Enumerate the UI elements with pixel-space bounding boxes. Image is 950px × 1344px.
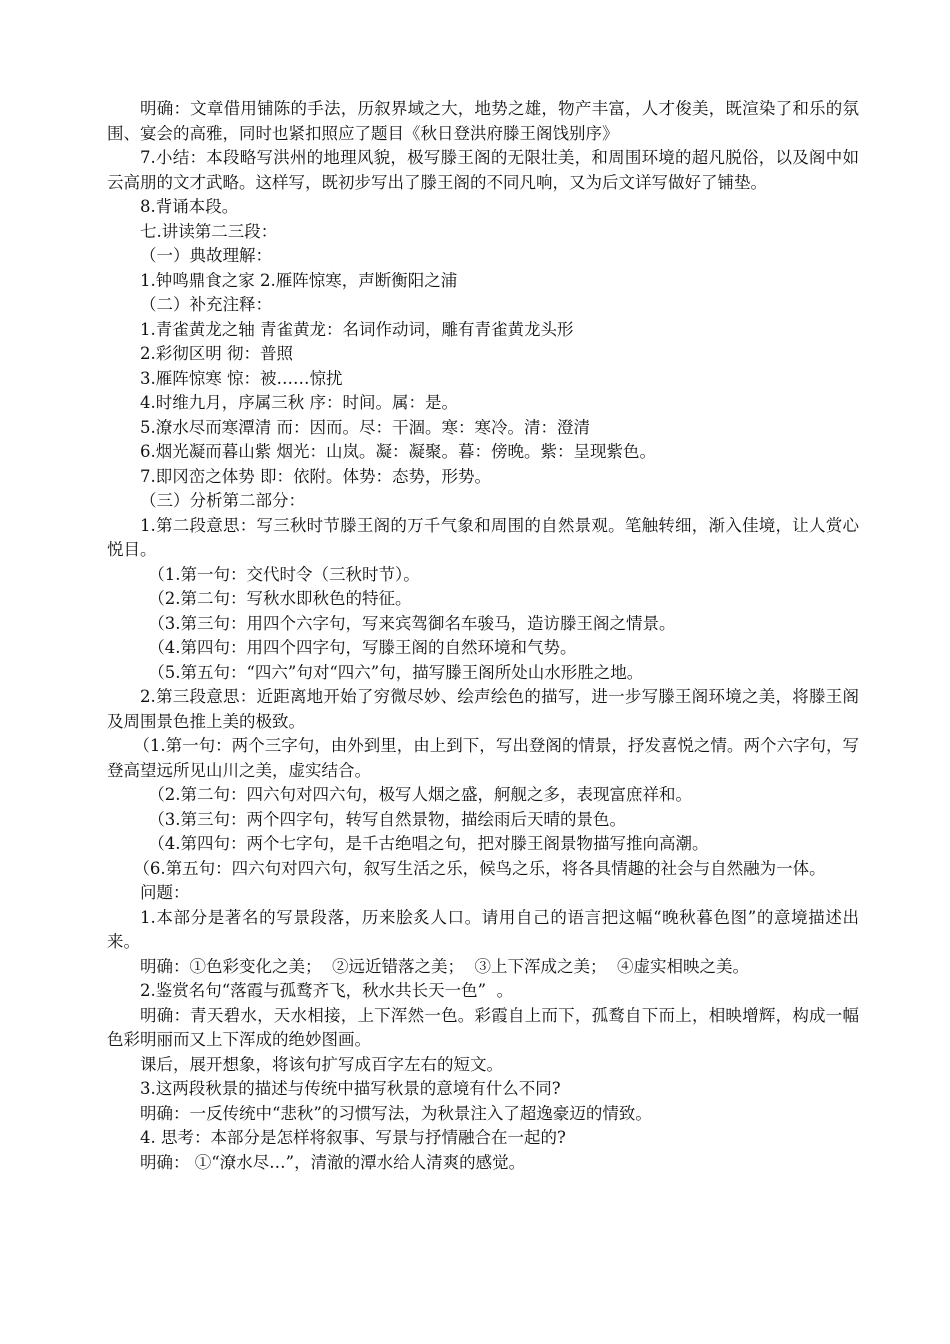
answer-1: 明确：①色彩变化之美； ②远近错落之美； ③上下浑成之美； ④虚实相映之美。 bbox=[140, 956, 749, 976]
list-item: （4.第四句：用四个四字句，写滕王阁的自然环境和气势。 bbox=[148, 638, 577, 657]
question-4: 4. 思考：本部分是怎样将叙事、写景与抒情融合在一起的? bbox=[140, 1128, 566, 1147]
list-item: （6.第五句：四六句对四六句，叙写生活之乐，候鸟之乐，将各具情趣的社会与自然融为一体。 bbox=[133, 858, 826, 878]
list-item: 1.钟鸣鼎食之家 2.雁阵惊寒，声断衡阳之浦 bbox=[140, 270, 458, 290]
subheading-notes: （二）补充注释： bbox=[140, 295, 272, 314]
list-item: （3.第三句：用四个六字句，写来宾驾御名车骏马，造访滕王阁之情景。 bbox=[148, 613, 676, 633]
paragraph-second-section-meaning: 1.第二段意思：写三秋时节滕王阁的万千气象和周围的自然景观。笔触转细，渐入佳境，让人赏心悦目。 bbox=[107, 515, 859, 559]
paragraph-summary: 7.小结：本段略写洪州的地理风貌，极写滕王阁的无限壮美，和周围环境的超凡脱俗，以及阁中如云高朋的文才武略。这样写，既初步写出了滕王阁的不同凡响，又为后文详写做好了铺垫。 bbox=[107, 148, 859, 192]
answer-4: 明确： ①“潦水尽…”，清澈的潭水给人清爽的感觉。 bbox=[140, 1152, 526, 1172]
paragraph-third-section-meaning: 2.第三段意思：近距离地开始了穷微尽妙、绘声绘色的描写，进一步写滕王阁环境之美，将滕王阁及周围景色推上美的极致。 bbox=[107, 687, 859, 731]
list-item: （2.第二句：四六句对四六句，极写人烟之盛，舸舰之多，表现富庶祥和。 bbox=[148, 785, 692, 804]
questions-heading: 问题： bbox=[140, 883, 190, 902]
list-item: 6.烟光凝而暮山紫 烟光：山岚。凝：凝聚。暮：傍晚。紫：呈现紫色。 bbox=[140, 442, 656, 461]
list-item: 7.即冈峦之体势 即：依附。体势：态势，形势。 bbox=[140, 466, 491, 486]
list-item: （5.第五句：“四六”句对“四六”句，描写滕王阁所处山水形胜之地。 bbox=[148, 662, 644, 682]
homework-note: 课后，展开想象，将该句扩写成百字左右的短文。 bbox=[140, 1054, 503, 1074]
list-item: 3.雁阵惊寒 惊：被……惊扰 bbox=[140, 368, 343, 388]
answer-3: 明确：一反传统中“悲秋”的习惯写法，为秋景注入了超逸豪迈的情致。 bbox=[140, 1103, 652, 1123]
list-item: 5.潦水尽而寒潭清 而：因而。尽：干涸。寒：寒冷。清：澄清 bbox=[140, 417, 590, 437]
question-2: 2.鉴赏名句“落霞与孤鹜齐飞，秋水共长天一色” 。 bbox=[140, 981, 514, 1000]
list-item: 1.青雀黄龙之轴 青雀黄龙：名词作动词，雕有青雀黄龙头形 bbox=[140, 319, 574, 339]
question-3: 3.这两段秋景的描述与传统中描写秋景的意境有什么不同? bbox=[140, 1079, 561, 1098]
subheading-analysis: （三）分析第二部分： bbox=[140, 491, 305, 510]
list-item: （1.第一句：两个三字句，由外到里，由上到下，写出登阁的情景，抒发喜悦之情。两个六字句，写登高望远所见山川之美，虚实结合。 bbox=[107, 736, 859, 780]
list-item: （3.第三句：两个四字句，转写自然景物，描绘雨后天晴的景色。 bbox=[148, 809, 626, 829]
section-heading-seven: 七.讲读第二三段： bbox=[140, 221, 278, 241]
list-item: 4.时维九月，序属三秋 序：时间。属：是。 bbox=[140, 393, 458, 412]
list-item: （2.第二句：写秋水即秋色的特征。 bbox=[148, 589, 412, 608]
paragraph-clarification-1: 明确：文章借用铺陈的手法，历叙界域之大，地势之雄，物产丰富，人才俊美，既渲染了和乐的氛围、宴会的高雅，同时也紧扣照应了题目《秋日登洪府滕王阁饯别序》 bbox=[107, 99, 859, 143]
answer-2: 明确：青天碧水，天水相接，上下浑然一色。彩霞自上而下，孤鹜自下而上，相映增辉，构成一幅色彩明丽而又上下浑成的绝妙图画。 bbox=[107, 1005, 859, 1049]
subheading-allusions: （一）典故理解： bbox=[140, 246, 272, 265]
list-item: （1.第一句：交代时令（三秋时节）。 bbox=[148, 564, 420, 584]
question-1: 1.本部分是著名的写景段落，历来脍炙人口。请用自己的语言把这幅“晚秋暮色图”的意境描述出来。 bbox=[107, 907, 859, 951]
paragraph-recite: 8.背诵本段。 bbox=[140, 197, 239, 216]
document-page bbox=[107, 97, 859, 1175]
list-item: 2.彩彻区明 彻：普照 bbox=[140, 344, 293, 363]
list-item: （4.第四句：两个七字句，是千古绝唱之句，把对滕王阁景物描写推向高潮。 bbox=[148, 834, 709, 853]
